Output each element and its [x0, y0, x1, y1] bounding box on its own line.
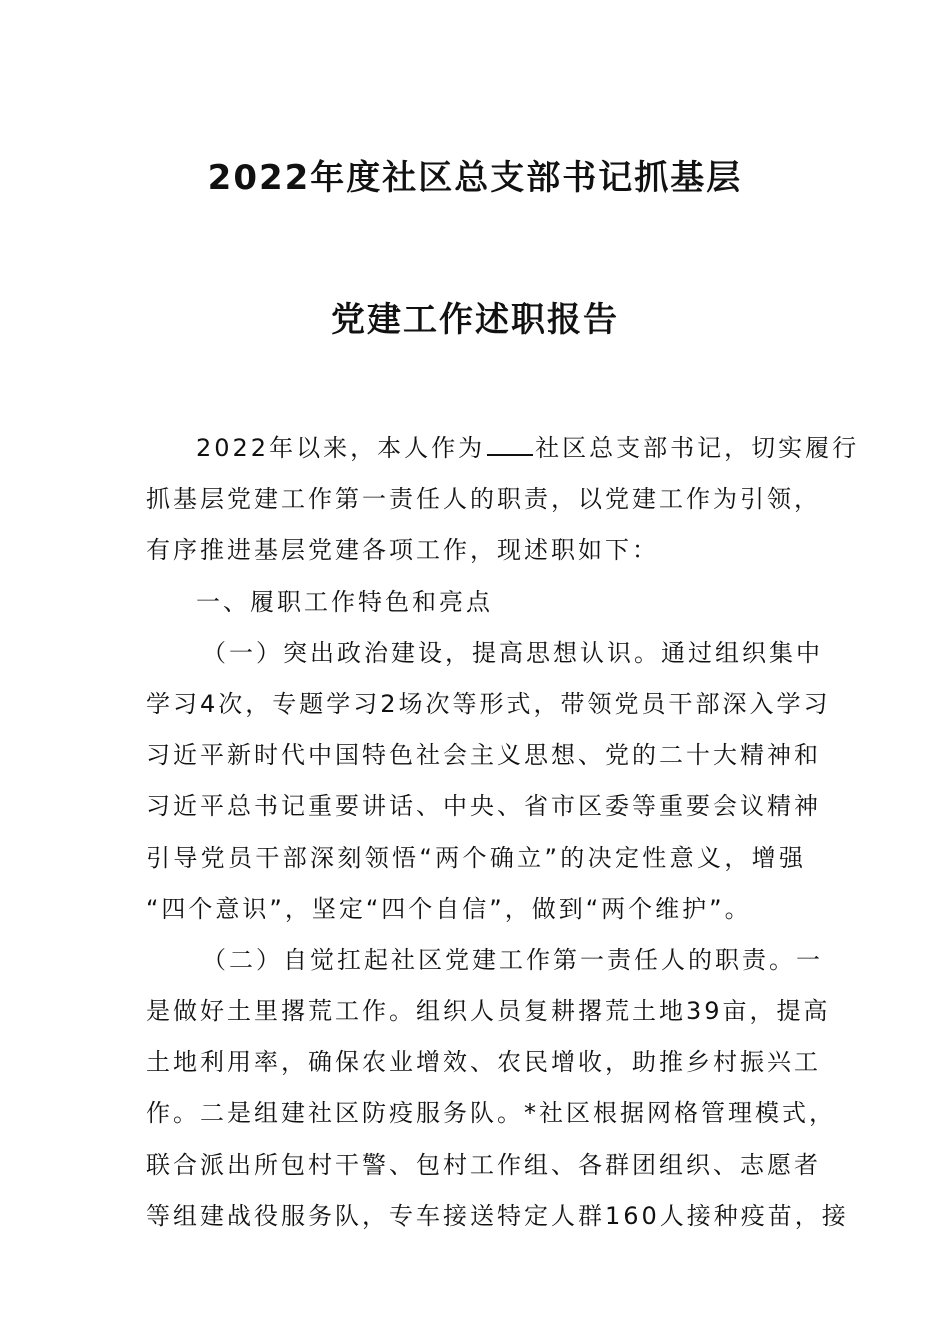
fill-in-blank [487, 432, 533, 456]
paragraph-line: 联合派出所包村干警、包村工作组、各群团组织、志愿者 [146, 1150, 821, 1179]
intro-text: 社区总支部书记，切实履行 [535, 434, 860, 462]
paragraph-line: （二）自觉扛起社区党建工作第一责任人的职责。一 [202, 945, 823, 974]
paragraph-line: “四个意识”，坚定“四个自信”，做到“两个维护”。 [146, 894, 752, 923]
paragraph-line: 等组建战役服务队，专车接送特定人群160人接种疫苗，接 [146, 1201, 849, 1230]
document-body [146, 426, 860, 1245]
paragraph-line: 习近平新时代中国特色社会主义思想、党的二十大精神和 [146, 741, 821, 770]
paragraph-line: 学习4次，专题学习2场次等形式，带领党员干部深入学习 [146, 689, 831, 718]
intro-text: 2022年以来，本人作为 [196, 434, 486, 462]
document-title-line-2: 党建工作述职报告 [331, 300, 619, 340]
paragraph-line: 习近平总书记重要讲话、中央、省市区委等重要会议精神 [146, 792, 821, 821]
section-heading: 一、履职工作特色和亮点 [196, 587, 493, 616]
paragraph-line: 引导党员干部深刻领悟“两个确立”的决定性意义，增强 [146, 843, 806, 872]
paragraph-line: （一）突出政治建设，提高思想认识。通过组织集中 [202, 638, 823, 667]
document-title-line-1: 2022年度社区总支部书记抓基层 [207, 158, 743, 198]
paragraph-line: 土地利用率，确保农业增效、农民增收，助推乡村振兴工 [146, 1048, 821, 1077]
intro-line-3: 有序推进基层党建各项工作，现述职如下： [146, 536, 659, 565]
paragraph-line: 作。二是组建社区防疫服务队。*社区根据网格管理模式， [146, 1099, 836, 1128]
intro-line-2: 抓基层党建工作第一责任人的职责，以党建工作为引领， [146, 485, 821, 514]
paragraph-line: 是做好土里撂荒工作。组织人员复耕撂荒土地39亩，提高 [146, 997, 831, 1026]
intro-line-1 [146, 426, 860, 477]
